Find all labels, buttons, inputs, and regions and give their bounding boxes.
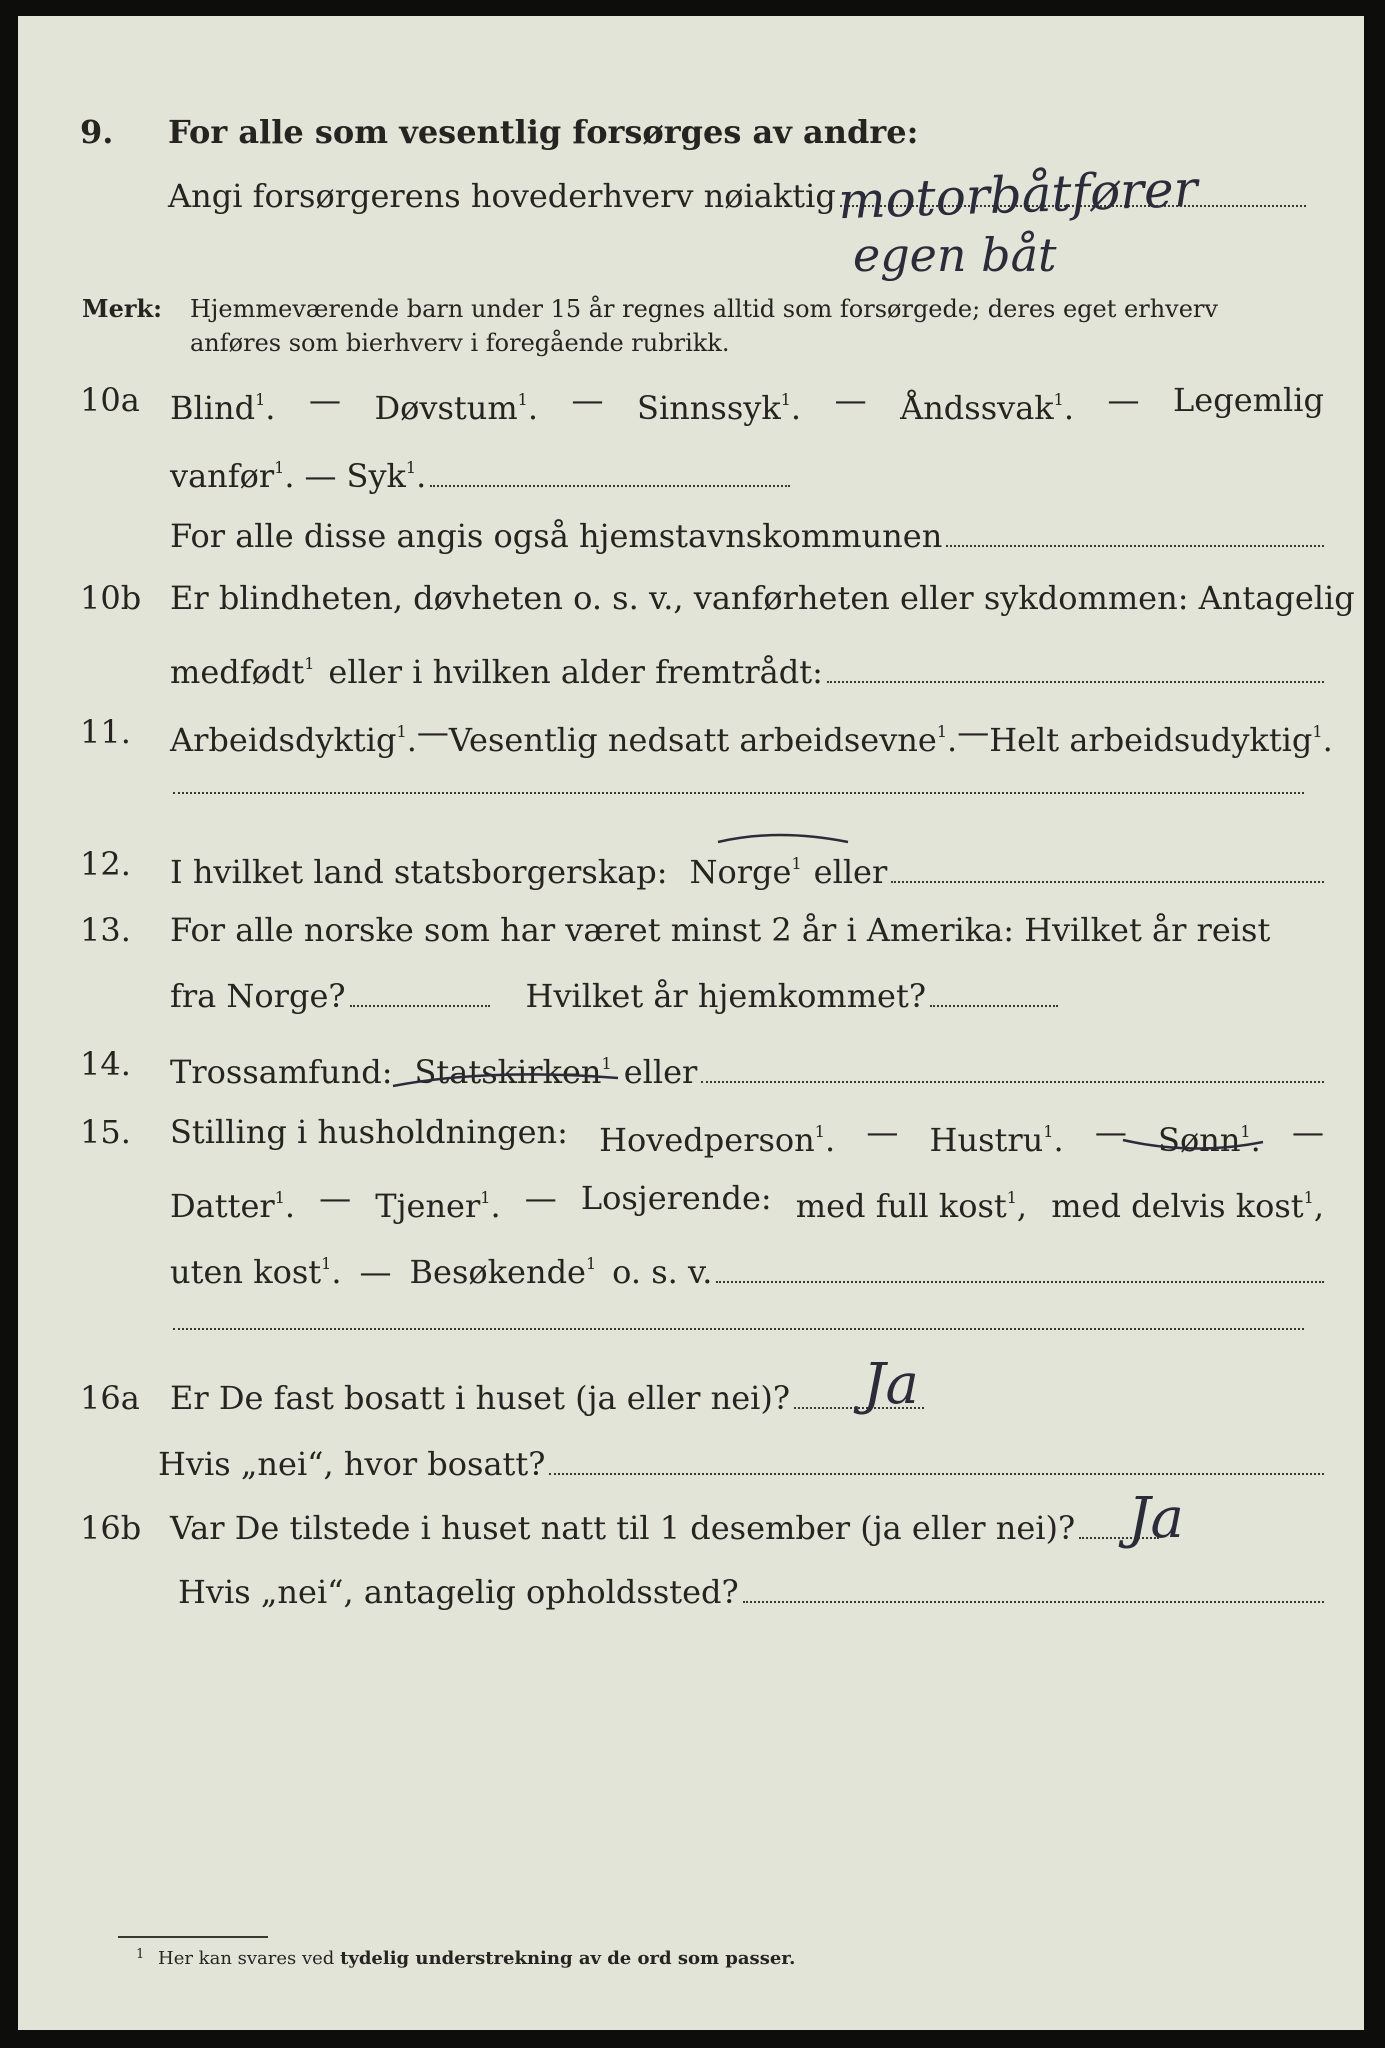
q11-nedsatt[interactable]: Vesentlig nedsatt arbeidsevne$^1$. [448,721,958,759]
q9-heading: For alle som vesentlig forsørges av andre: [168,113,919,151]
q10b-answer-line[interactable] [827,657,1324,683]
q10a-vanfor[interactable]: vanfør$^1$. [170,457,295,495]
q11-number: 11. [80,713,131,751]
q15-extra-line[interactable] [173,1328,1304,1330]
q14-prompt: Trossamfund: [170,1053,393,1091]
q15-hovedperson[interactable]: Hovedperson$^1$. [599,1121,836,1159]
q11-answer-line[interactable] [173,792,1304,794]
footnote [136,1946,796,1972]
merk-text-2: anføres som bierhverv i foregående rubrikk. [190,329,730,357]
q15-hustru[interactable]: Hustru$^1$. [929,1121,1064,1159]
q12-answer-line[interactable] [891,857,1324,883]
q16b-number: 16b [80,1509,142,1547]
q16b-hvis-line[interactable] [743,1577,1324,1603]
q13-reist: fra Norge? [170,977,346,1015]
q10a-legemlig[interactable]: Legemlig [1173,381,1324,419]
q15-osv: o. s. v. [612,1253,713,1291]
q13-hjem-line[interactable] [930,981,1058,1007]
q9-answer-handwriting-1: motorbåtfører [837,159,1199,231]
q14-number: 14. [80,1045,131,1083]
underline-mark-q12 [718,835,848,842]
q15-losjerende: Losjerende: [580,1179,772,1217]
q15-number: 15. [80,1113,131,1151]
merk-text-1: Hjemmeværende barn under 15 år regnes alltid som forsørgede; deres eget erhverv [190,295,1218,323]
q15-besokende[interactable]: Besøkende$^1$ [409,1253,597,1291]
footnote-text-a: Her kan svares ved [158,1948,335,1969]
q10b-text-2: eller i hvilken alder fremtrådt: [328,653,823,691]
q10a-syk-line[interactable] [430,461,790,487]
census-form-page: 9. For alle som vesentlig forsørges av andre: Angi forsørgerens hovederhverv nøiaktig motorbåtfører egen båt Merk: Hjemmeværende barn under 15 år regnes alltid som forsørgede; deres eget erhverv anføres som bierhverv i foregående rubrikk. 10a Blind$^1$. — Døvstum$^1$. — Sinnssyk$^1$. — Åndssvak$^1$. — Legemlig vanfør$^1$. — Syk$^1$. For alle disse angis også hjemstavnskommunen 10b Er blindheten, døvheten o. s. v., vanførheten eller sykdommen: Antagelig medfødt$^1$ eller i hvilken alder fremtrådt: 11. Arbeidsdyktig$^1$. — Vesentlig nedsatt arbeidsevne$^1$. — Helt arbeidsudyktig$^1$. 12. I hvilket land statsborgerskap: Norge$^1$ eller 13. For alle norske som har været minst 2 år i Amerika: Hvilket år reist fra Norge? Hvilket år hjemkommet? 14. Trossamfund: Statskirken$^1$ eller 15. Stilling i husholdningen: Hovedperson$^1$. — Hustru$^1$. — Sønn$^1$. — Datter$^1$. — Tjener$^1$. — Losjerende: med full kost$^1$, med delvis kost$^1$, uten kost$^1$. — Besøkende$^1$ o. s. v. 16a Er De fast bosatt i huset (ja eller nei)? Ja Hvis „nei“, hvor bosatt? 16b Var De tilstede i huset natt til 1 desember (ja eller nei)? Ja Hvis „nei“, antagelig opholdssted? 1 Her kan svares ved tydelig understrekning av de ord som passer. [18,16,1364,2030]
q15-answer-line[interactable] [716,1257,1324,1283]
q10a-syk[interactable]: Syk$^1$. [346,457,427,495]
q14-answer-line[interactable] [701,1057,1324,1083]
q15-prompt: Stilling i husholdningen: [170,1113,568,1151]
q14-statskirken[interactable]: Statskirken$^1$ [414,1053,612,1091]
q15-sonn[interactable]: Sønn$^1$. [1158,1121,1261,1159]
q13-hjem: Hvilket år hjemkommet? [525,977,926,1015]
merk-label: Merk: [82,294,162,323]
q11-udyktig[interactable]: Helt arbeidsudyktig$^1$. [989,721,1333,759]
q12-number: 12. [80,845,131,883]
q16b-answer-handwriting: Ja [1128,1486,1184,1551]
footnote-mark: 1 [136,1947,145,1962]
footnote-rule [118,1936,268,1938]
q10a-dovstum[interactable]: Døvstum$^1$. [374,389,539,427]
q9-number: 9. [80,113,114,151]
footnote-text-b: tydelig understrekning av de ord som passer. [340,1948,796,1969]
q10a-hjemstavn-line[interactable] [946,521,1324,547]
q15-full-kost[interactable]: med full kost$^1$, [795,1187,1028,1225]
q16b-prompt: Var De tilstede i huset natt til 1 desember (ja eller nei)? [170,1509,1076,1547]
q12-eller: eller [813,853,888,891]
q12-prompt: I hvilket land statsborgerskap: [170,853,668,891]
q15-datter[interactable]: Datter$^1$. [170,1187,296,1225]
q13-number: 13. [80,911,131,949]
q10b-medfodt[interactable]: medfødt$^1$ [170,653,315,691]
q10a-number: 10a [80,381,140,419]
q10a-hjemstavn: For alle disse angis også hjemstavnskommunen [170,517,943,555]
q16a-answer-handwriting: Ja [863,1352,919,1417]
q10a-andssvak[interactable]: Åndssvak$^1$. [900,389,1075,427]
q16a-hvis-line[interactable] [549,1449,1324,1475]
q16b-hvis: Hvis „nei“, antagelig opholdssted? [178,1573,739,1611]
q10a-sinnssyk[interactable]: Sinnssyk$^1$. [637,389,802,427]
q16a-hvis: Hvis „nei“, hvor bosatt? [158,1445,546,1483]
q14-eller: eller [623,1053,698,1091]
q10b-number: 10b [80,579,142,617]
q10a-blind[interactable]: Blind$^1$. [170,389,276,427]
q15-uten-kost[interactable]: uten kost$^1$. [170,1253,342,1291]
q16a-number: 16a [80,1379,140,1417]
q16a-prompt: Er De fast bosatt i huset (ja eller nei)? [170,1379,791,1417]
q13-reist-line[interactable] [350,981,490,1007]
q15-tjener[interactable]: Tjener$^1$. [375,1187,501,1225]
q13-text-1: For alle norske som har været minst 2 år i Amerika: Hvilket år reist [170,911,1271,949]
q12-norge[interactable]: Norge$^1$ [689,853,802,891]
q11-arbeidsdyktig[interactable]: Arbeidsdyktig$^1$. [170,721,417,759]
q15-delvis-kost[interactable]: med delvis kost$^1$, [1051,1187,1324,1225]
q9-answer-handwriting-2: egen båt [853,228,1057,282]
q10b-text-1: Er blindheten, døvheten o. s. v., vanførheten eller sykdommen: Antagelig [170,579,1355,617]
q9-prompt: Angi forsørgerens hovederhverv nøiaktig [168,177,836,215]
